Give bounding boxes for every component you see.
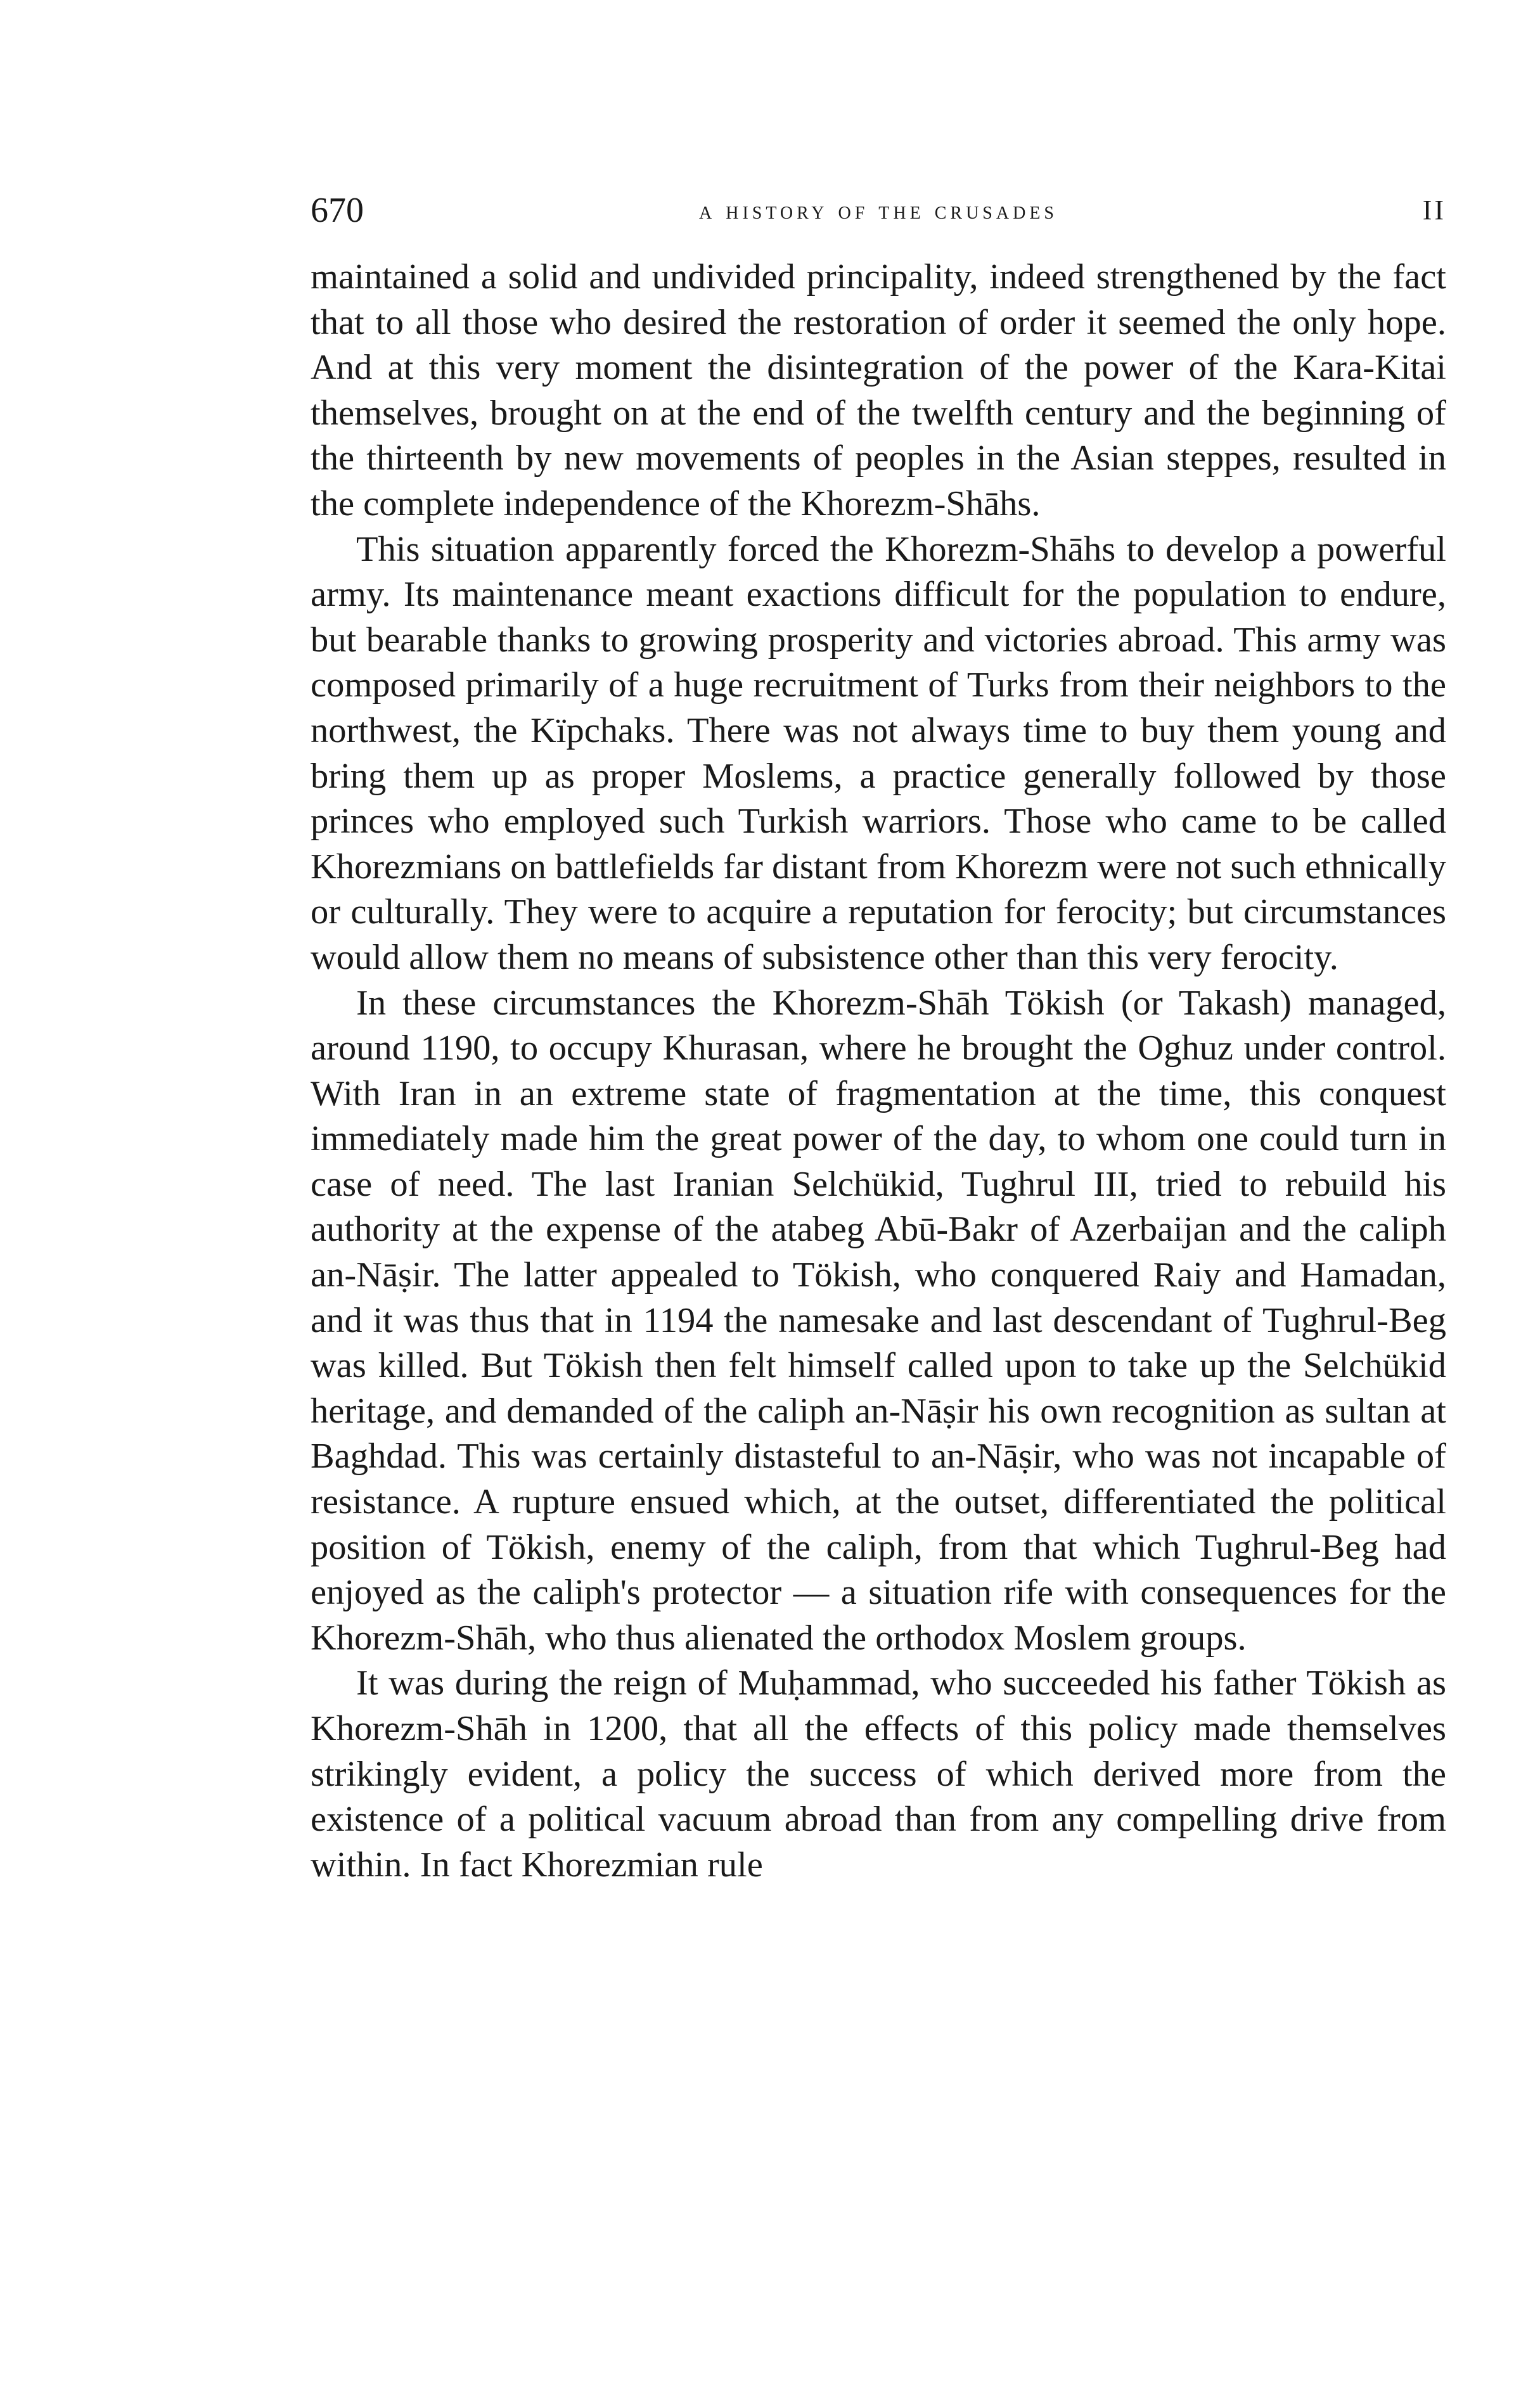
running-head [311,190,1446,241]
paragraph-3: In these circumstances the Khorezm-Shāh Tökish (or Takash) managed, around 1190, to occupy Khurasan, where he brought the Oghuz under control. With Iran in an extreme state of fragmentation at the time, this conquest immediately made him the great power of the day, to whom one could turn in case of need. The last Iranian Selchükid, Tughrul III, tried to rebuild his authority at the expense of the atabeg Abū-Bakr of Azerbaijan and the caliph an-Nāṣir. The latter appealed to Tökish, who conquered Raiy and Hamadan, and it was thus that in 1194 the namesake and last descendant of Tughrul-Beg was killed. But Tökish then felt himself called upon to take up the Selchükid heritage, and demanded of the caliph an-Nāṣir his own recognition as sultan at Baghdad. This was certainly distasteful to an-Nāṣir, who was not incapable of resistance. A rupture ensued which, at the outset, differentiated the political position of Tökish, enemy of the caliph, from that which Tughrul-Beg had enjoyed as the caliph's protector — a situation rife with consequences for the Khorezm-Shāh, who thus alienated the orthodox Moslem groups. [311,983,1446,1658]
book-title: a history of the crusades [699,196,1058,224]
book-page [311,190,1446,1888]
paragraph-2: This situation apparently forced the Khorezm-Shāhs to develop a powerful army. Its maintenance meant exactions difficult for the population to endure, but bearable thanks to growing prosperity and victories abroad. This army was composed primarily of a huge recruitment of Turks from their neighbors to the northwest, the Kïpchaks. There was not always time to buy them young and bring them up as proper Moslems, a practice generally followed by those princes who employed such Turkish warriors. Those who came to be called Khorezmians on battlefields far distant from Khorezm were not such ethnically or culturally. They were to acquire a reputation for ferocity; but circumstances would allow them no means of subsistence other than this very ferocity. [311,529,1446,977]
volume-number: II [1422,195,1446,226]
paragraph-1: maintained a solid and undivided principality, indeed strengthened by the fact that to all those who desired the restoration of order it seemed the only hope. And at this very moment the disintegration of the power of the Kara-Kitai themselves, brought on at the end of the twelfth century and the beginning of the thirteenth by new movements of peoples in the Asian steppes, resulted in the complete independence of the Khorezm-Shāhs. [311,257,1446,523]
paragraph-4: It was during the reign of Muḥammad, who succeeded his father Tökish as Khorezm-Shāh in 1200, that all the effects of this policy made themselves strikingly evident, a policy the success of which derived more from the existence of a political vacuum abroad than from any compelling drive from within. In fact Khorezmian rule [311,1663,1446,1885]
body-text [311,255,1446,1888]
page-number: 670 [311,191,364,230]
